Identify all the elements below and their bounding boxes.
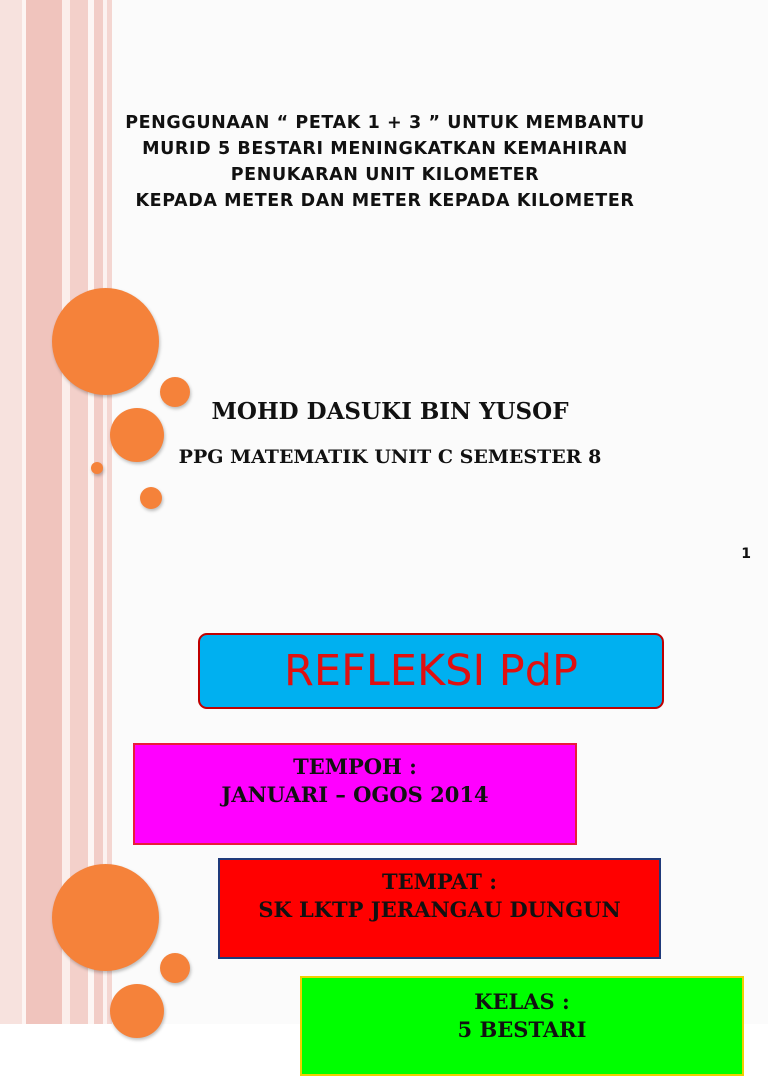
- tempat-label: TEMPAT :: [382, 869, 497, 894]
- title-line: PENGGUNAAN “ PETAK 1 + 3 ” UNTUK MEMBANTU: [125, 113, 645, 133]
- kelas-label: KELAS :: [474, 989, 570, 1014]
- decor-circle: [52, 864, 159, 971]
- author-name: MOHD DASUKI BIN YUSOF: [211, 398, 569, 425]
- tempoh-value: JANUARI – OGOS 2014: [221, 782, 489, 807]
- stripe: [0, 576, 22, 1024]
- kelas-box: [300, 976, 744, 1076]
- title-line: MURID 5 BESTARI MENINGKATKAN KEMAHIRAN: [142, 139, 628, 159]
- stripe: [26, 576, 62, 1024]
- refleksi-heading-box: [198, 633, 664, 709]
- decor-circle: [52, 288, 159, 395]
- refleksi-heading: REFLEKSI PdP: [284, 646, 578, 696]
- decor-circle: [160, 953, 190, 983]
- stripe: [62, 0, 70, 576]
- stripe: [26, 0, 62, 576]
- decor-circle: [140, 487, 162, 509]
- stripe: [0, 0, 22, 576]
- stripe: [70, 0, 88, 576]
- tempoh-box: [133, 743, 577, 845]
- title-line: PENUKARAN UNIT KILOMETER: [230, 165, 540, 185]
- program-name: PPG MATEMATIK UNIT C SEMESTER 8: [178, 446, 602, 468]
- slide-2: [0, 576, 768, 1042]
- tempat-value: SK LKTP JERANGAU DUNGUN: [258, 897, 621, 922]
- title-line: KEPADA METER DAN METER KEPADA KILOMETER: [135, 191, 635, 211]
- tempat-box: [218, 858, 661, 959]
- kelas-value: 5 BESTARI: [457, 1017, 587, 1042]
- tempoh-label: TEMPOH :: [293, 754, 417, 779]
- page-number: 1: [741, 546, 751, 562]
- slide-title: [40, 110, 730, 214]
- decor-circle: [110, 984, 164, 1038]
